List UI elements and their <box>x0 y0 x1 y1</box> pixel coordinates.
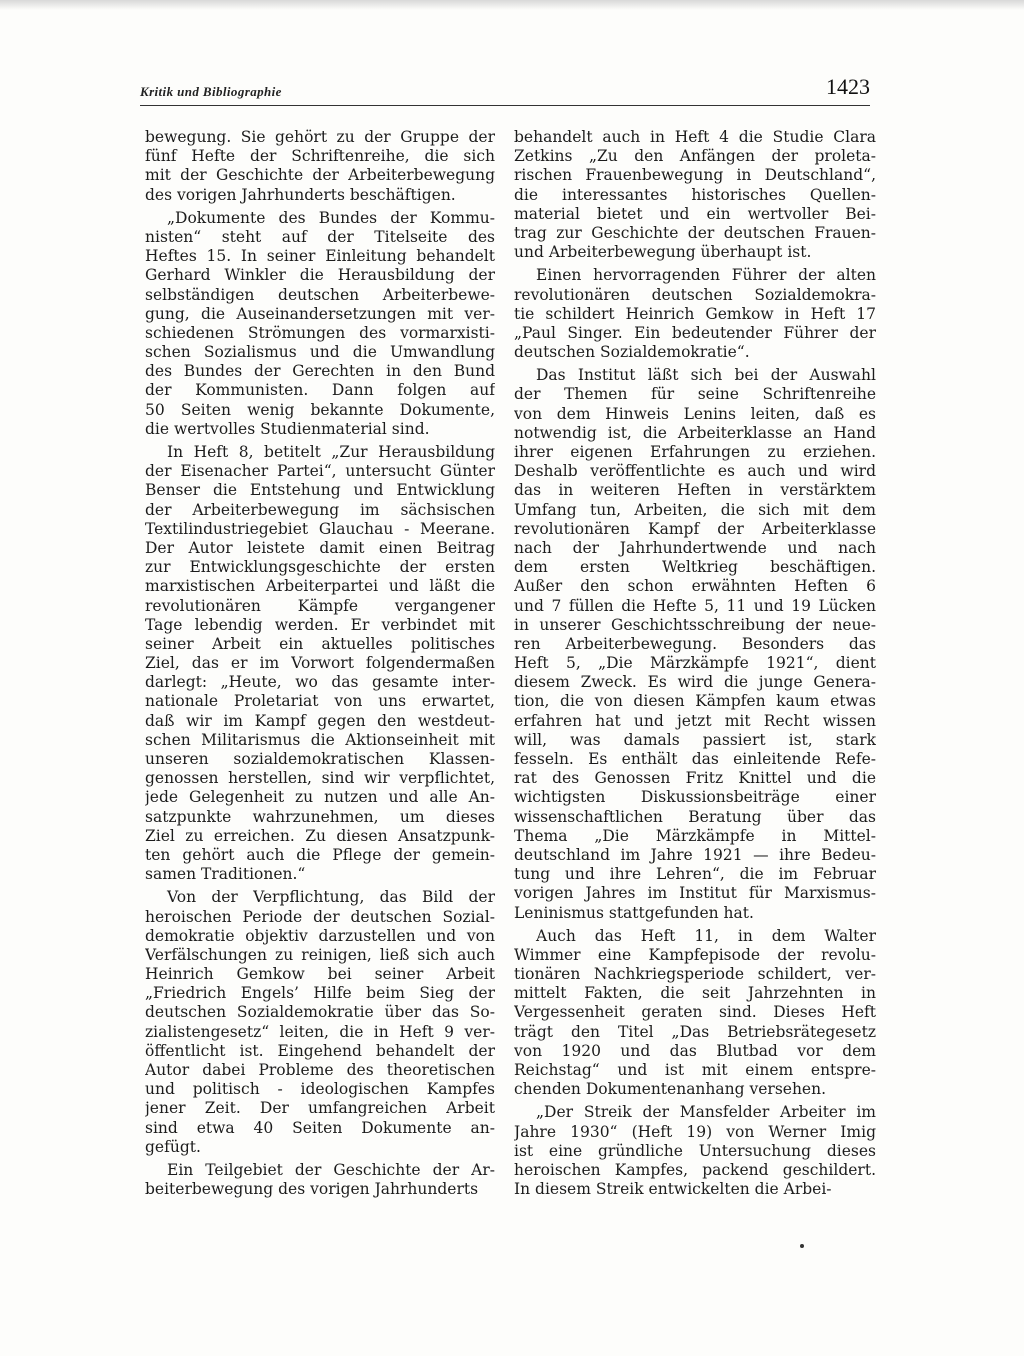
text-line: diesem Zweck. Es wird die junge Genera- <box>514 673 876 692</box>
text-line: heroischen Periode der deutschen Sozial- <box>145 907 495 926</box>
text-line: 50 Seiten wenig bekannte Dokumente, <box>145 400 495 419</box>
page-header <box>140 70 870 106</box>
text-line: tie schildert Heinrich Gemkow in Heft 17 <box>514 304 876 323</box>
text-line: Heftes 15. In seiner Einleitung behandelt <box>145 247 495 266</box>
text-line: behandelt auch in Heft 4 die Studie Clara <box>514 128 876 146</box>
paragraph <box>514 1103 876 1199</box>
text-line: fesseln. Es enthält das einleitende Refe- <box>514 750 876 768</box>
text-line: gung, die Auseinandersetzungen mit ver- <box>145 304 495 323</box>
text-line: „Paul Singer. Ein bedeutender Führer der <box>514 323 876 342</box>
text-line: Das Institut läßt sich bei der Auswahl <box>536 366 876 385</box>
text-line: bewegung. Sie gehört zu der Gruppe der <box>145 128 495 146</box>
text-line: der Arbeiterbewegung im sächsischen <box>145 500 495 519</box>
text-line: darlegt: „Heute, wo das gesamte inter- <box>145 673 495 692</box>
text-line: und Arbeiterbewegung überhaupt ist. <box>514 243 812 262</box>
text-line: notwendig ist, die Arbeiterklasse an Hand <box>514 423 876 442</box>
paragraph <box>145 1161 495 1199</box>
text-line: Deshalb veröffentlichte es auch und wird <box>514 462 876 481</box>
text-line: schen Sozialismus und die Umwandlung <box>145 343 495 362</box>
text-line: der Eisenacher Partei“, untersucht Günter <box>145 462 495 481</box>
text-line: Gerhard Winkler die Herausbildung der <box>145 266 495 285</box>
text-line: Umfang tun, Arbeiten, die sich mit dem <box>514 500 876 519</box>
paragraph <box>514 927 876 1100</box>
text-line: ren Arbeiterbewegung. Besonders das <box>514 634 876 653</box>
text-line: revolutionären deutschen Sozialdemokra- <box>514 285 876 304</box>
text-line: der Themen für seine Schriftenreihe <box>514 385 876 404</box>
text-line: genossen herstellen, sind wir verpflichtet, <box>145 769 495 788</box>
text-line: von dem Hinweis Lenins leiten, daß es <box>514 404 876 423</box>
text-line: Auch das Heft 11, in dem Walter <box>536 926 876 945</box>
text-line: Ein Teilgebiet der Geschichte der Ar- <box>167 1160 495 1179</box>
text-line: dem ersten Weltkrieg beschäftigen. <box>514 558 876 577</box>
text-line: Jahre 1930“ (Heft 19) von Werner Imig <box>514 1122 876 1141</box>
text-line: mit der Geschichte der Arbeiterbewegung <box>145 166 495 185</box>
text-line: trägt den Titel „Das Betriebsrätegesetz <box>514 1022 876 1041</box>
text-line: vorigen Jahres im Institut für Marxismus- <box>514 884 876 903</box>
text-line: mittelt Fakten, die seit Jahrzehnten in <box>514 984 876 1003</box>
text-line: demokratie objektiv darzustellen und von <box>145 926 495 945</box>
text-line: ist eine gründliche Untersuchung dieses <box>514 1141 876 1160</box>
text-line: „Friedrich Engels’ Hilfe beim Sieg der <box>145 984 495 1003</box>
text-line: samen Traditionen.“ <box>145 865 306 884</box>
text-line: Heinrich Gemkow bei seiner Arbeit <box>145 965 495 984</box>
text-line: material bietet und ein wertvoller Bei- <box>514 204 876 223</box>
text-line: des vorigen Jahrhunderts beschäftigen. <box>145 185 456 204</box>
text-line: Autor dabei Probleme des theoretischen <box>145 1061 495 1079</box>
text-line: zur Entwicklungsgeschichte der ersten <box>145 558 495 577</box>
text-line: „Dokumente des Bundes der Kommu- <box>167 208 495 227</box>
text-line: deutschen Sozialdemokratie über das So- <box>145 1003 495 1022</box>
text-line: nationale Proletariat von uns erwartet, <box>145 692 495 711</box>
text-line: Reichstag“ und ist mit einem entspre- <box>514 1061 876 1079</box>
text-line: des Bundes der Gerechten in den Bund <box>145 362 495 381</box>
text-line: In Heft 8, betitelt „Zur Herausbildung <box>167 443 495 461</box>
text-line: gefügt. <box>145 1137 201 1156</box>
paragraph <box>145 128 495 205</box>
text-line: und politisch - ideologischen Kampfes <box>145 1080 495 1099</box>
text-line: will, was damals passiert ist, stark <box>514 730 876 749</box>
paragraph <box>145 209 495 439</box>
text-line: seiner Arbeit ein aktuelles politisches <box>145 634 495 653</box>
text-line: Zetkins „Zu den Anfängen der proleta- <box>514 147 876 166</box>
text-line: rischen Frauenbewegung in Deutschland“, <box>514 166 876 185</box>
text-line: unseren sozialdemokratischen Klassen- <box>145 750 495 768</box>
text-line: revolutionären Kampf der Arbeiterklasse <box>514 519 876 538</box>
text-line: Von der Verpflichtung, das Bild der <box>167 888 495 907</box>
text-line: in unserer Geschichtsschreibung der neue- <box>514 615 876 634</box>
text-line: Textilindustriegebiet Glauchau - Meerane. <box>145 519 495 538</box>
text-line: von 1920 und das Blutbad vor dem <box>514 1041 876 1060</box>
text-line: zialistengesetz“ leiten, die in Heft 9 ver- <box>145 1022 495 1041</box>
text-line: Heft 5, „Die Märzkämpfe 1921“, dient <box>514 654 876 673</box>
text-line: In diesem Streik entwickelten die Arbei- <box>514 1180 832 1199</box>
text-line: „Der Streik der Mansfelder Arbeiter im <box>536 1103 876 1122</box>
header-rule <box>140 105 870 106</box>
left-column <box>145 128 495 1199</box>
text-line: Vergessenheit geraten sind. Dieses Heft <box>514 1003 876 1022</box>
text-line: Verfälschungen zu reinigen, ließ sich auch <box>145 945 495 964</box>
text-line: Thema „Die Märzkämpfe in Mittel- <box>514 826 876 845</box>
text-line: tionären Nachkriegsperiode schildert, ver- <box>514 965 876 984</box>
text-line: heroischen Kampfes, packend geschildert. <box>514 1160 876 1179</box>
text-line: Ziel zu erreichen. Zu diesen Ansatzpunk- <box>145 826 495 845</box>
text-line: schiedenen Strömungen des vormarxisti- <box>145 323 495 342</box>
text-line: tion, die von diesen Kämpfen kaum etwas <box>514 692 876 711</box>
text-line: chenden Dokumentenanhang versehen. <box>514 1080 827 1099</box>
text-line: marxistischen Arbeiterpartei und läßt die <box>145 577 495 596</box>
text-line: schen Militarismus die Aktionseinheit mit <box>145 730 495 749</box>
text-line: sind etwa 40 Seiten Dokumente an- <box>145 1118 495 1137</box>
text-line: die interessantes historisches Quellen- <box>514 185 876 204</box>
text-line: Leninismus stattgefunden hat. <box>514 903 754 922</box>
text-line: ten gehört auch die Pflege der gemein- <box>145 845 495 864</box>
paragraph <box>514 366 876 922</box>
paragraph <box>514 128 876 262</box>
text-line: nach der Jahrhundertwende und nach <box>514 538 876 557</box>
text-line: ihrer eigenen Erfahrungen zu erziehen. <box>514 443 876 461</box>
text-line: öffentlicht ist. Eingehend behandelt der <box>145 1041 495 1060</box>
text-line: rat des Genossen Fritz Knittel und die <box>514 769 876 788</box>
text-line: Tage lebendig werden. Er verbindet mit <box>145 615 495 634</box>
text-line: Außer den schon erwähnten Heften 6 <box>514 577 876 596</box>
text-line: der Kommunisten. Dann folgen auf <box>145 381 495 400</box>
text-line: tung und ihre Lehren“, die im Februar <box>514 865 876 884</box>
text-line: die wertvolles Studienmaterial sind. <box>145 419 430 438</box>
text-line: erfahren hat und jetzt mit Recht wissen <box>514 711 876 730</box>
paragraph <box>145 443 495 884</box>
text-line: jener Zeit. Der umfangreichen Arbeit <box>145 1099 495 1118</box>
text-line: nisten“ steht auf der Titelseite des <box>145 227 495 246</box>
text-line: Der Autor leistete damit einen Beitrag <box>145 538 495 557</box>
text-line: Ziel, das er im Vorwort folgendermaßen <box>145 654 495 673</box>
text-line: beiterbewegung des vorigen Jahrhunderts <box>145 1180 479 1199</box>
page-number: 1423 <box>826 74 870 99</box>
running-head: Kritik und Bibliographie <box>140 84 282 99</box>
text-line: deutschland im Jahre 1921 — ihre Bedeu- <box>514 845 876 864</box>
text-line: Einen hervorragenden Führer der alten <box>536 266 876 285</box>
text-line: wichtigsten Diskussionsbeiträge einer <box>514 788 876 807</box>
paragraph <box>145 888 495 1157</box>
text-line: das in weiteren Heften in verstärktem <box>514 481 876 500</box>
text-line: und 7 füllen die Hefte 5, 11 und 19 Lücken <box>514 596 876 615</box>
text-line: satzpunkte wahrzunehmen, um dieses <box>145 807 495 826</box>
text-line: deutschen Sozialdemokratie“. <box>514 343 750 362</box>
text-line: daß wir im Kampf gegen den westdeut- <box>145 711 495 730</box>
text-line: selbständigen deutschen Arbeiterbewe- <box>145 285 495 304</box>
ink-speck <box>800 1244 804 1248</box>
text-line: revolutionären Kämpfe vergangener <box>145 596 495 615</box>
text-line: jede Gelegenheit zu nutzen und alle An- <box>145 788 495 807</box>
text-line: Wimmer eine Kampfepisode der revolu- <box>514 945 876 964</box>
text-line: fünf Hefte der Schriftenreihe, die sich <box>145 147 495 166</box>
paragraph <box>514 266 876 362</box>
text-line: trag zur Geschichte der deutschen Frauen- <box>514 223 876 242</box>
scan-shadow <box>0 0 1024 10</box>
text-line: Benser die Entstehung und Entwicklung <box>145 481 495 500</box>
text-line: wissenschaftlichen Beratung über das <box>514 807 876 826</box>
right-column <box>514 128 876 1199</box>
